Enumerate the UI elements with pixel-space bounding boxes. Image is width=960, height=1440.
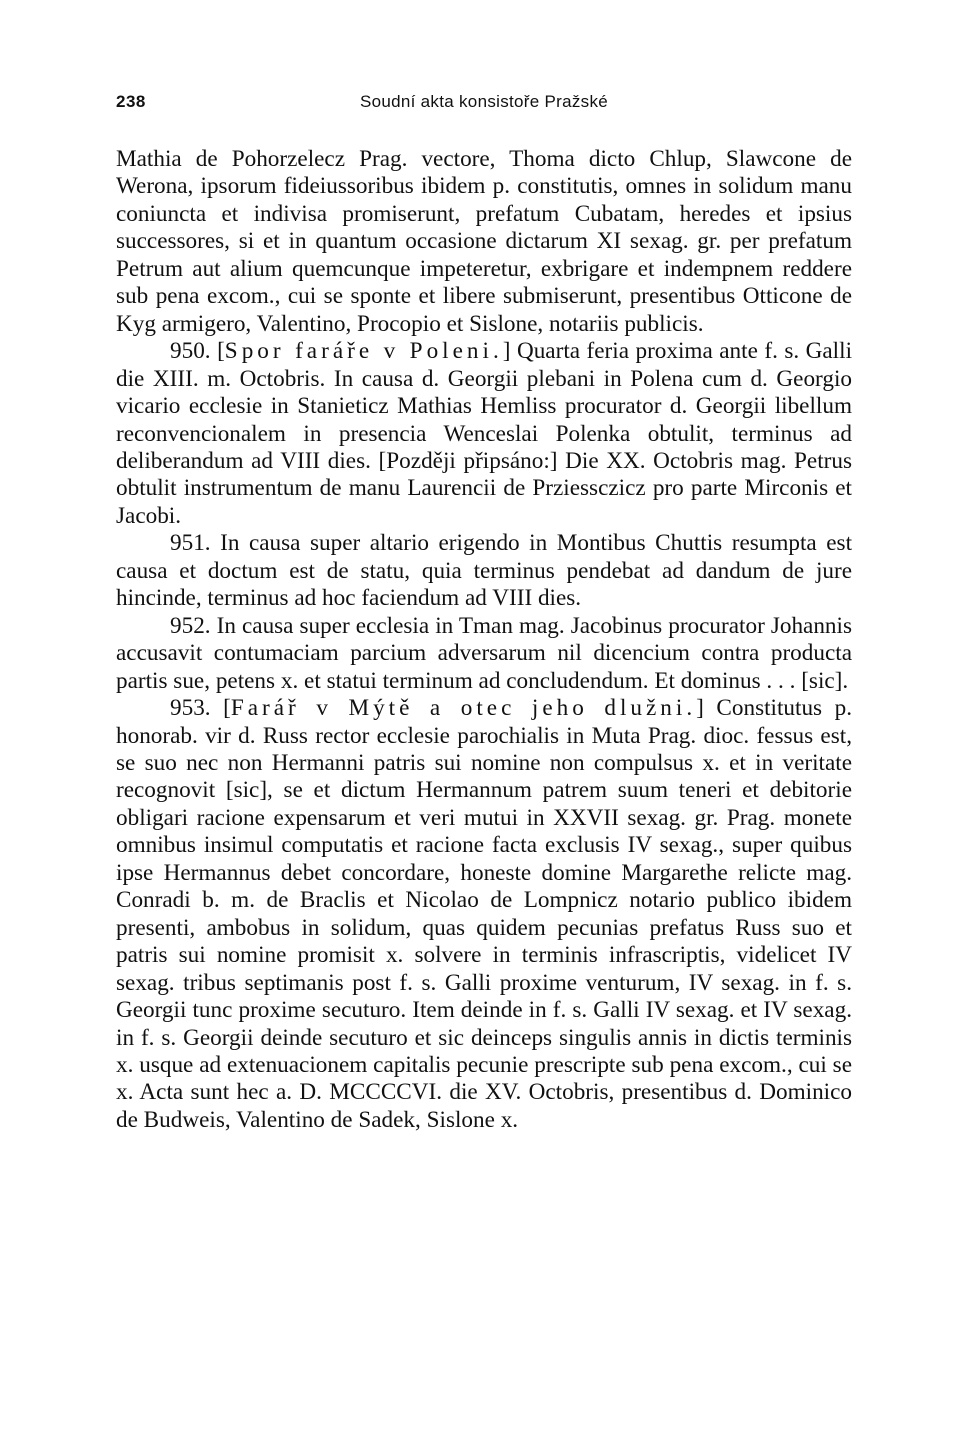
running-title: Soudní akta konsistoře Pražské (359, 92, 609, 111)
entry-number: 951. (170, 530, 211, 557)
page-number: 238 (116, 92, 146, 111)
bracket-open: [ (217, 338, 225, 365)
entry-953 (116, 695, 852, 1134)
bracket-close: ] (696, 695, 704, 722)
entry-number: 953. (170, 695, 211, 722)
entry-number: 950. (170, 338, 211, 365)
entry-text: Constitutus p. honorab. vir d. Russ rector ecclesie parochialis in Muta Prag. dioc. fessus est, se suo nec non Hermanni patris sui nomine non compulsus x. et in veritate recognovit [sic], se et dictum Hermannum patrem suum teneri et debitorie obligari racione expensarum et veri mutui in XXVII sexag. gr. Prag. monete omnibus insimul computatis et racione facta exclusis IV sexag., super quibus ipse Hermannus debet concordare, honeste domine Margarethe relicte mag. Conradi b. m. de Braclis et Nicolao de Lompnicz notario publico ibidem presenti, ambobus in solidum, quas quidem pecunias prefatus Russ suo et patris sui nomine promisit x. solvere in terminis infrascriptis, videlicet IV sexag. tribus septimanis post f. s. Galli proxime venturum, IV sexag. in f. s. Georgii tunc proxime secuturo. Item deinde in f. s. Galli IV sexag. et IV sexag. in f. s. Georgii deinde secuturo et sic deinceps singulis annis in dictis terminis x. usque ad extenuacionem capitalis pecunie prescripte sub pena excom., cui se x. Acta sunt hec a. D. MCCCCVI. die XV. Octobris, presentibus d. Dominico de Budweis, Valentino de Sadek, Sislone x. (116, 695, 853, 1133)
entry-950 (116, 338, 852, 530)
running-header (116, 92, 852, 116)
entry-951 (116, 530, 852, 612)
bracket-close: ] (502, 338, 511, 365)
entry-text: In causa super altario erigendo in Montibus Chuttis resumpta est causa et doctum est de statu, quia terminus pendebat ad dandum de jure hincinde, terminus ad hoc faciendum ad VIII dies. (116, 530, 853, 612)
body-text (116, 146, 852, 1134)
entry-number: 952. (170, 612, 211, 639)
paragraph-continuation (116, 146, 852, 338)
paragraph-text: Mathia de Pohorzelecz Prag. vectore, Thoma dicto Chlup, Slawcone de Werona, ipsorum fideiussoribus ibidem p. constitutis, omnes in solidum manu coniuncta et indivisa promiserunt, prefatum Cubatam, heredes et ipsius successores, si et in quantum occasione dictarum XI sexag. gr. per prefatum Petrum aut alium quemcunque impeteretur, exbrigare et indempnem reddere sub pena excom., cui se sponte et libere submiserunt, presentibus Otticone de Kyg armigero, Valentino, Procopio et Sislone, notariis publicis. (116, 146, 852, 337)
entry-text: Quarta feria proxima ante f. s. Galli die XIII. m. Octobris. In causa d. Georgii plebani in Polena cum d. Georgio vicario ecclesie in Stanieticz Mathias Hemliss procurator d. Georgii libellum reconvencionalem in presencia Wenceslai Polenka obtulit, terminus ad deliberandum ad VIII dies. [Později připsáno:] Die XX. Octobris mag. Petrus obtulit instrumentum de manu Laurencii de Prziessczicz pro parte Mirconis et Jacobi. (116, 338, 853, 529)
entry-heading: Farář v Mýtě a otec jeho dlužni. (230, 695, 697, 722)
entry-952 (116, 613, 852, 695)
entry-text: In causa super ecclesia in Tman mag. Jacobinus procurator Johannis accusavit contumaciam parcium adversarum nil dicencium contra producta partis sue, petens x. et statui terminum ad concludendum. Et dominus . . . [sic]. (116, 612, 852, 694)
bracket-open: [ (223, 695, 231, 722)
entry-heading: Spor faráře v Poleni. (224, 338, 503, 365)
